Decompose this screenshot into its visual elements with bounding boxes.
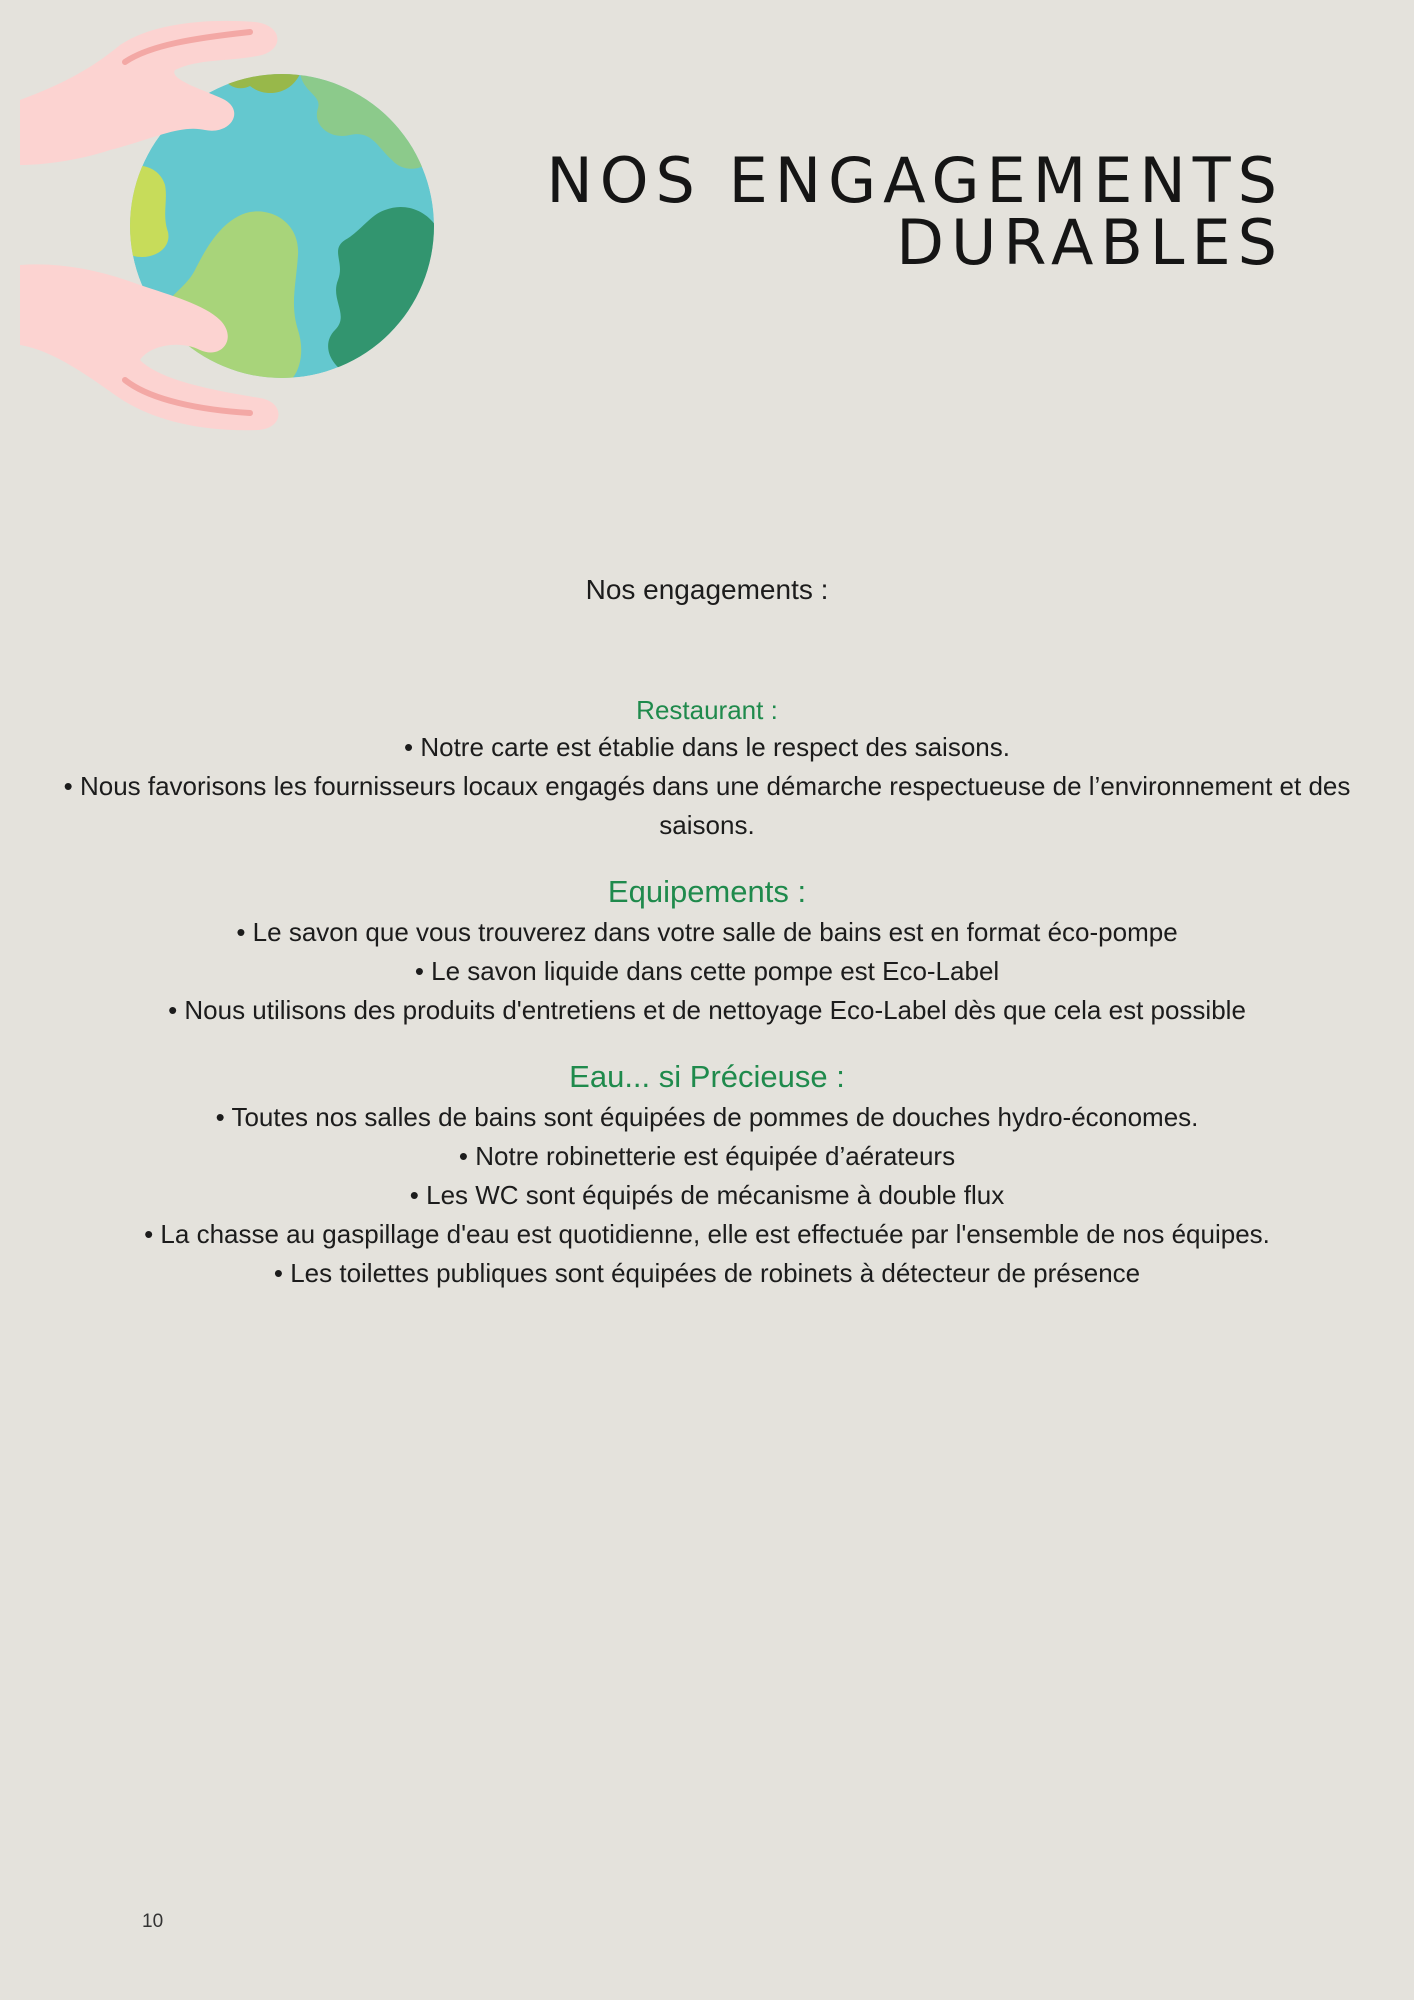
section-eau (60, 1056, 1354, 1293)
hands-holding-earth-icon (0, 0, 460, 450)
section-list-equipements (60, 913, 1354, 1030)
list-item: • Notre carte est établie dans le respect des saisons. (404, 732, 1010, 762)
list-item: • Le savon liquide dans cette pompe est Eco-Label (414, 956, 1000, 986)
section-list-restaurant (60, 728, 1354, 845)
section-title-restaurant: Restaurant : (636, 695, 778, 725)
intro-text: Nos engagements : (585, 574, 829, 605)
list-item: • Les WC sont équipés de mécanisme à double flux (409, 1180, 1005, 1210)
page-title-line2: DURABLES (896, 206, 1284, 279)
main-content (60, 570, 1354, 1319)
section-equipements (60, 871, 1354, 1030)
list-item: • Les toilettes publiques sont équipées de robinets à détecteur de présence (273, 1258, 1141, 1288)
section-list-eau (60, 1098, 1354, 1293)
list-item: • Toutes nos salles de bains sont équipées de pommes de douches hydro-économes. (215, 1102, 1199, 1132)
list-item: • Nous utilisons des produits d'entretiens et de nettoyage Eco-Label dès que cela est possible (168, 995, 1246, 1025)
section-restaurant (60, 692, 1354, 845)
page-number: 10 (142, 1911, 164, 1932)
list-item: • Nous favorisons les fournisseurs locaux engagés dans une démarche respectueuse de l’environnement et des saisons. (63, 771, 1351, 840)
section-title-equipements: Equipements : (607, 874, 807, 909)
list-item: • Le savon que vous trouverez dans votre salle de bains est en format éco-pompe (236, 917, 1178, 947)
page-title (546, 144, 1284, 279)
list-item: • La chasse au gaspillage d'eau est quotidienne, elle est effectuée par l'ensemble de nos équipes. (144, 1219, 1270, 1249)
list-item: • Notre robinetterie est équipée d’aérateurs (458, 1141, 956, 1171)
section-title-eau: Eau... si Précieuse : (569, 1059, 845, 1094)
page-title-line1: NOS ENGAGEMENTS (546, 144, 1284, 217)
